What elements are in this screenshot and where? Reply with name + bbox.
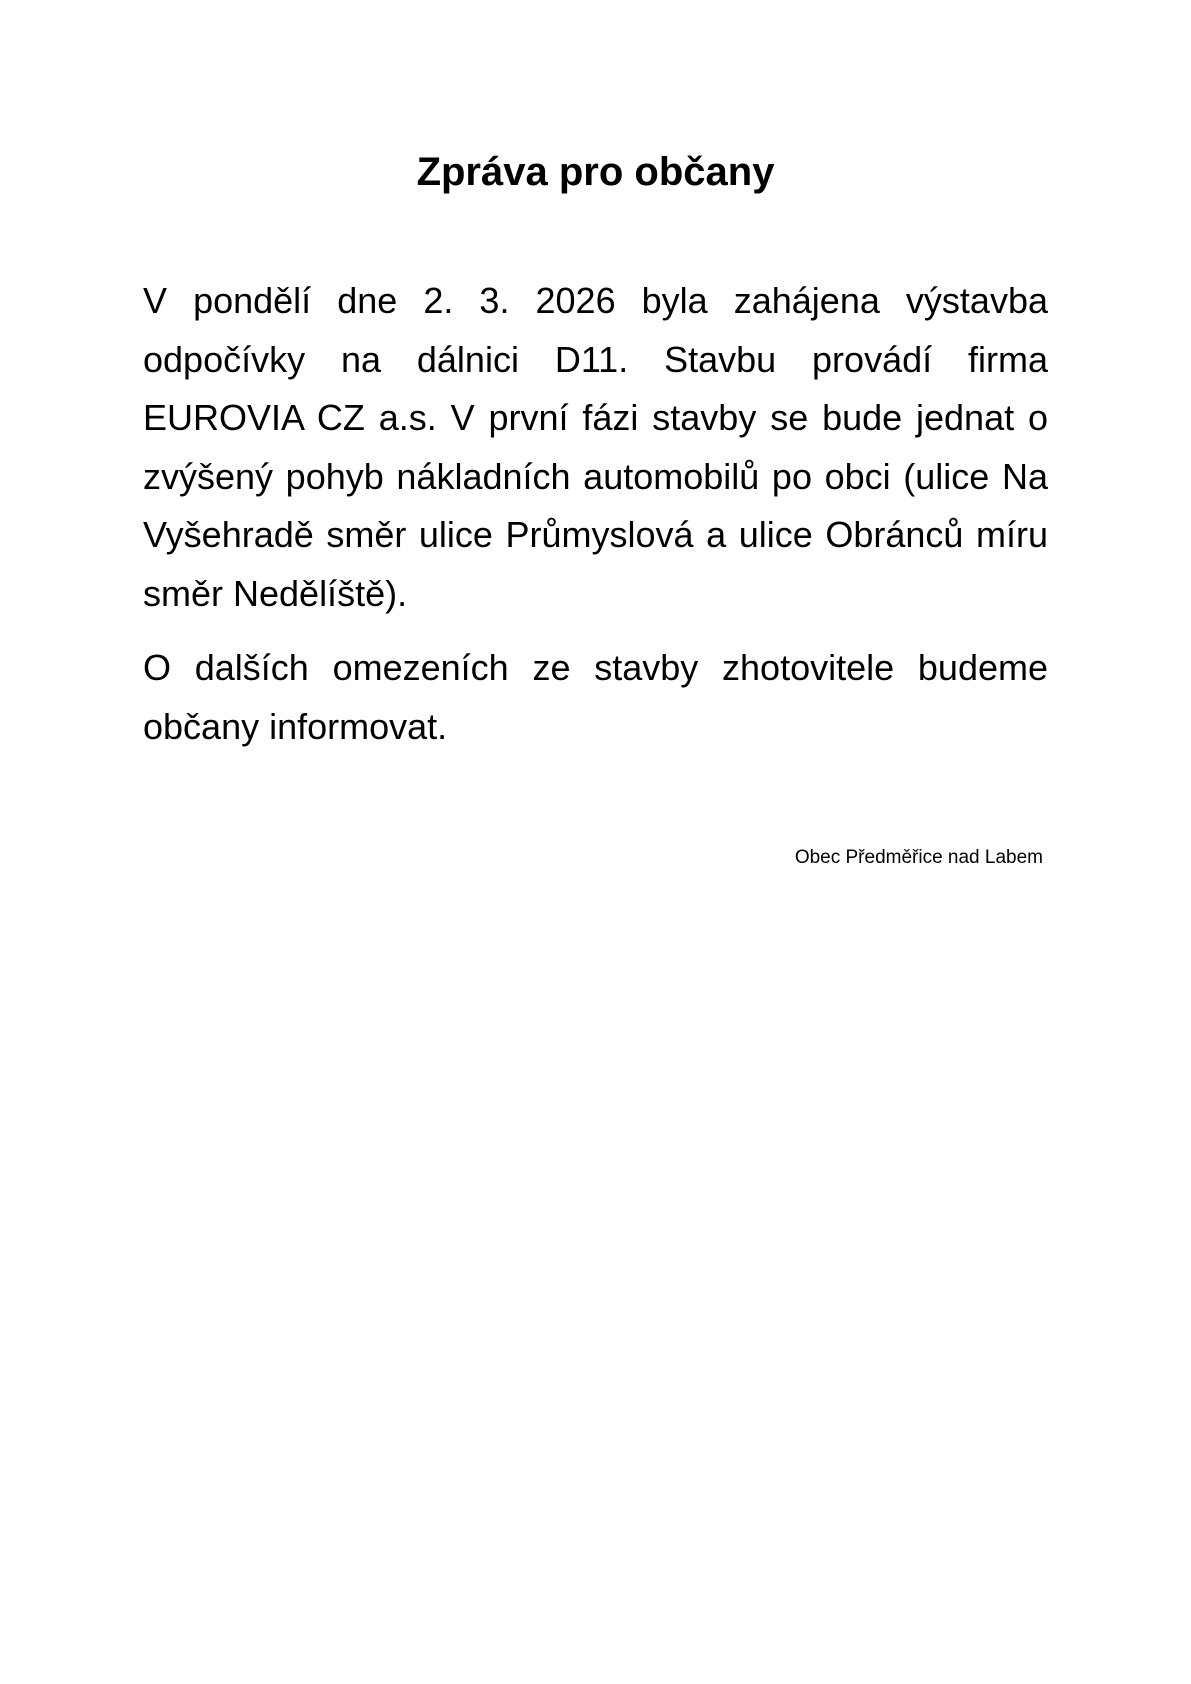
paragraph-further-info: O dalších omezeních ze stavby zhotovitele budeme občany informovat. (143, 647, 1048, 747)
paragraph-construction-notice: V pondělí dne 2. 3. 2026 byla zahájena výstavba odpočívky na dálnici D11. Stavbu provádí firma EUROVIA CZ a.s. V první fázi stavby se bude jednat o zvýšený pohyb nákladních automobilů po obci (ulice Na Vyšehradě směr ulice Průmyslová a ulice Obránců míru směr Nedělíště). (143, 280, 1048, 614)
notice-body (143, 272, 1048, 772)
signature: Obec Předměřice nad Labem (794, 847, 1043, 868)
page-title: Zpráva pro občany (416, 150, 775, 194)
